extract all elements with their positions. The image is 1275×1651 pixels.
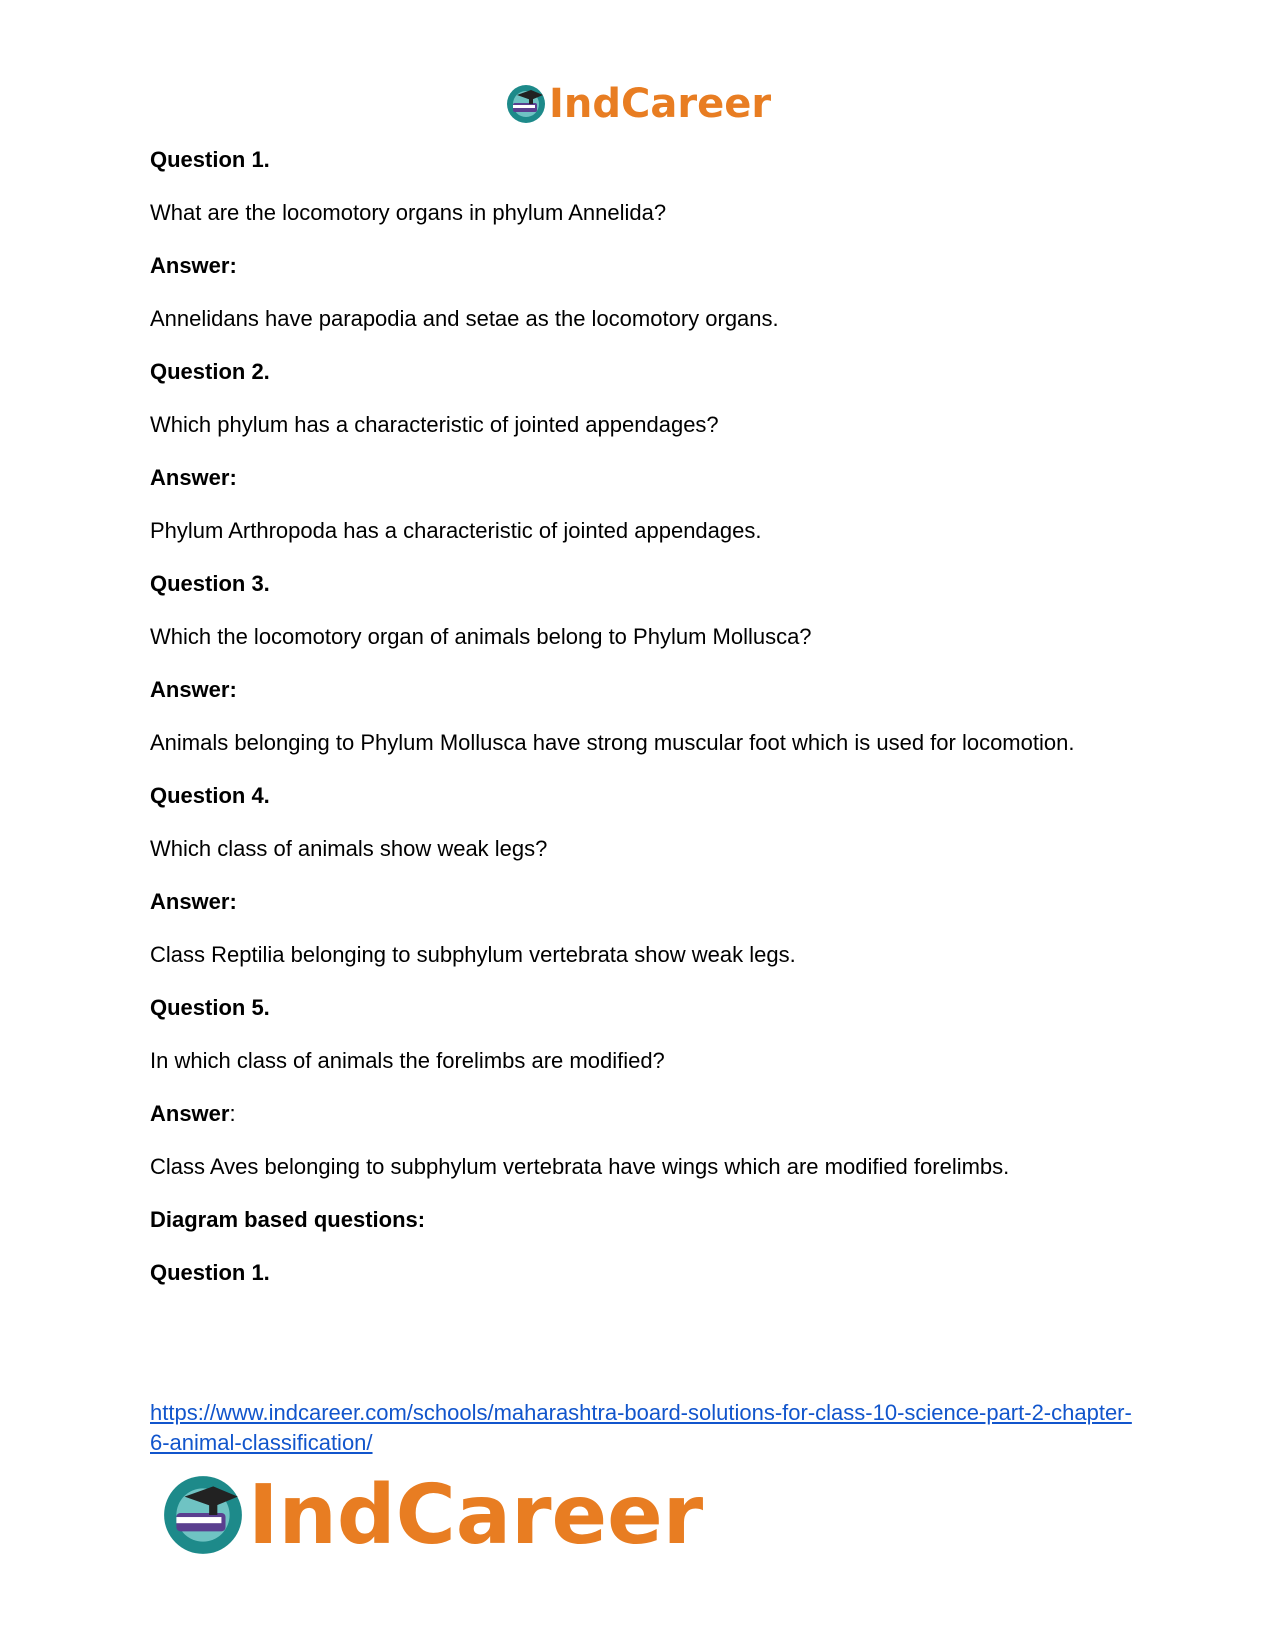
question-5-label: Question 5. bbox=[150, 995, 270, 1020]
logo-text: IndCareer bbox=[549, 81, 772, 127]
globe-book-icon bbox=[505, 83, 547, 125]
answer-1-label: Answer: bbox=[150, 253, 237, 278]
indcareer-logo-header bbox=[505, 79, 771, 129]
answer-3-text: Animals belonging to Phylum Mollusca have strong muscular foot which is used for locomotion. bbox=[150, 730, 1075, 755]
question-3-text: Which the locomotory organ of animals belong to Phylum Mollusca? bbox=[150, 624, 812, 649]
question-2-label: Question 2. bbox=[150, 359, 270, 384]
diagram-section-heading: Diagram based questions: bbox=[150, 1207, 426, 1232]
answer-5-label-line bbox=[150, 1101, 236, 1127]
source-link[interactable]: https://www.indcareer.com/schools/maharashtra-board-solutions-for-class-10-science-part-2-chapter-6-animal-classification/ bbox=[150, 1400, 1132, 1455]
logo-text: IndCareer bbox=[248, 1467, 704, 1563]
globe-book-icon bbox=[160, 1472, 246, 1558]
answer-3-label: Answer: bbox=[150, 677, 237, 702]
answer-4-label: Answer: bbox=[150, 889, 237, 914]
answer-5-text: Class Aves belonging to subphylum vertebrata have wings which are modified forelimbs. bbox=[150, 1154, 1010, 1179]
question-1-text: What are the locomotory organs in phylum Annelida? bbox=[150, 200, 667, 225]
question-4-label: Question 4. bbox=[150, 783, 270, 808]
question-1-label: Question 1. bbox=[150, 147, 270, 172]
answer-1-text: Annelidans have parapodia and setae as the locomotory organs. bbox=[150, 306, 779, 331]
indcareer-logo-footer bbox=[160, 1465, 703, 1565]
answer-2-text: Phylum Arthropoda has a characteristic of jointed appendages. bbox=[150, 518, 762, 543]
question-2-text: Which phylum has a characteristic of jointed appendages? bbox=[150, 412, 719, 437]
question-5-text: In which class of animals the forelimbs are modified? bbox=[150, 1048, 665, 1073]
answer-2-label: Answer: bbox=[150, 465, 237, 490]
question-4-text: Which class of animals show weak legs? bbox=[150, 836, 548, 861]
answer-5-label: Answer bbox=[150, 1101, 230, 1126]
diagram-question-1-label: Question 1. bbox=[150, 1260, 270, 1285]
question-3-label: Question 3. bbox=[150, 571, 270, 596]
answer-5-colon: : bbox=[229, 1101, 236, 1126]
answer-4-text: Class Reptilia belonging to subphylum vertebrata show weak legs. bbox=[150, 942, 796, 967]
